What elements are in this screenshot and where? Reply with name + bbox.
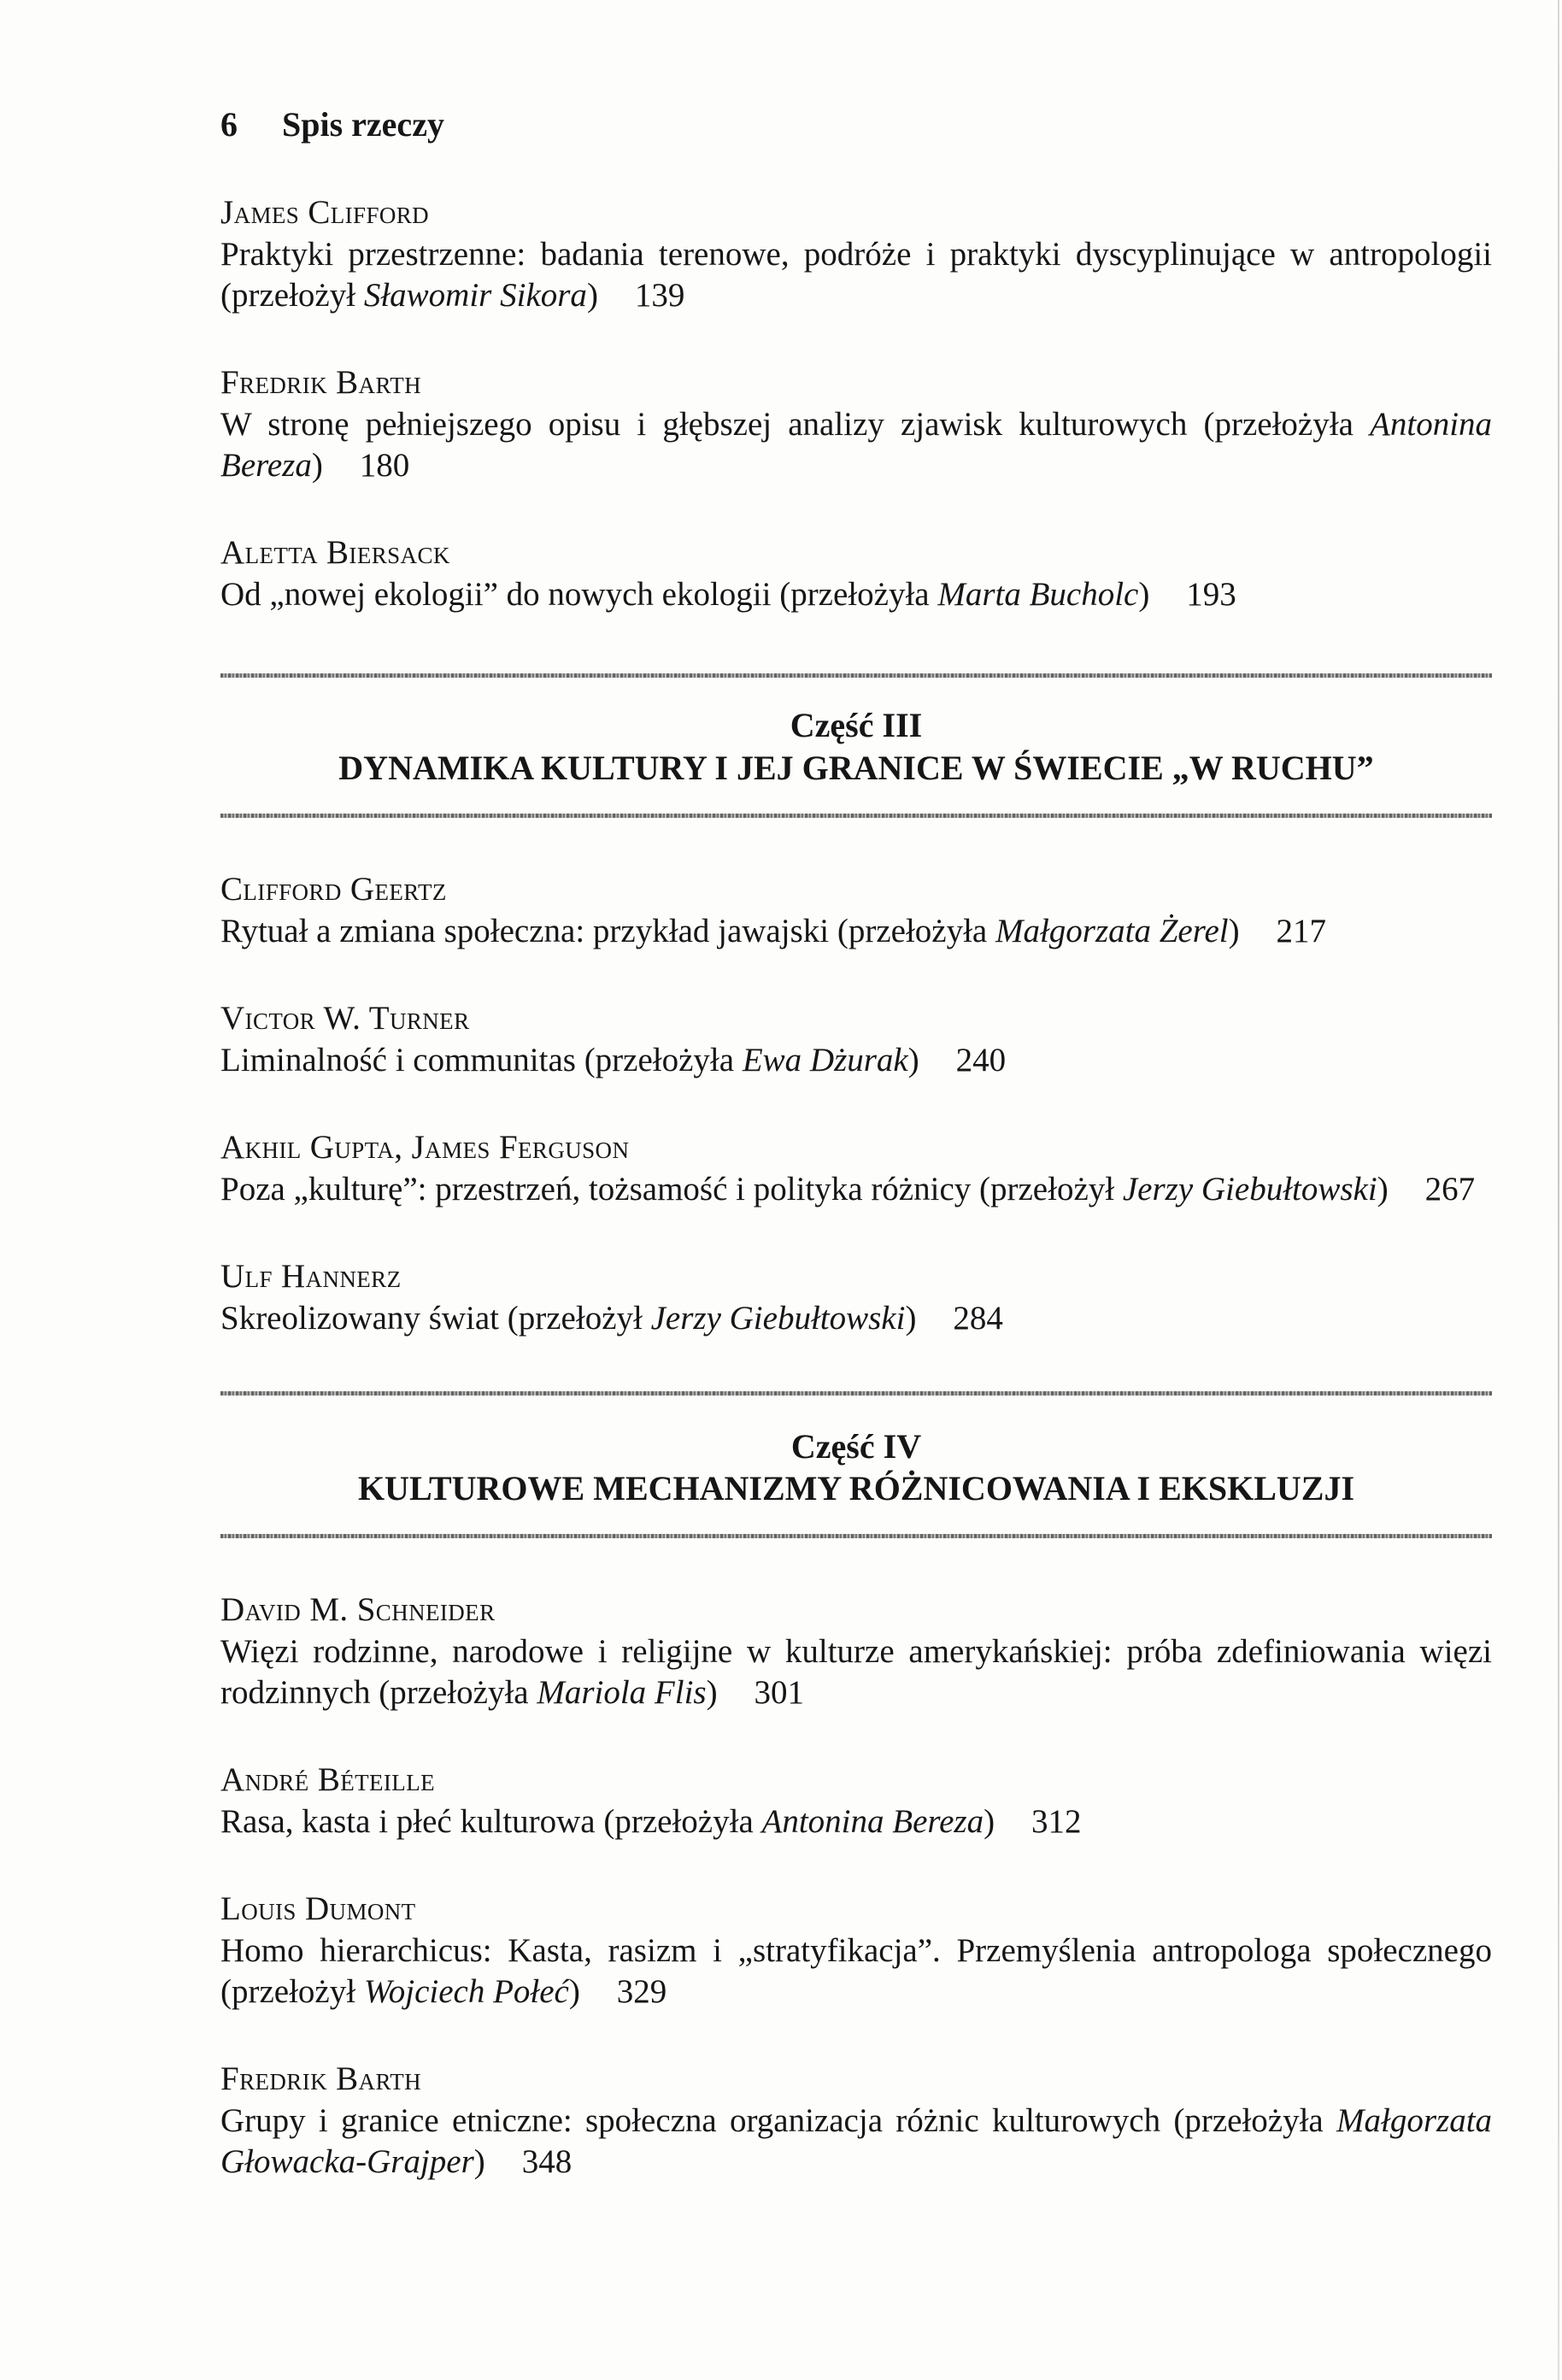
entry-title bbox=[220, 911, 1492, 952]
translator-suffix: ) bbox=[473, 2143, 485, 2180]
translator-prefix: (przełożyła bbox=[603, 1803, 754, 1840]
entry-title bbox=[220, 1298, 1492, 1339]
translator-prefix: (przełożyła bbox=[1173, 2102, 1324, 2139]
entry-author: Fredrik Barth bbox=[220, 2060, 422, 2097]
translator-name: Sławomir Sikora bbox=[363, 277, 587, 314]
toc-entry bbox=[220, 1888, 1492, 2013]
entry-title bbox=[220, 1930, 1492, 2013]
part-4-title: KULTUROWE MECHANIZMY RÓŻNICOWANIA I EKSKLUZJI bbox=[357, 1469, 1355, 1507]
entry-page-number: 301 bbox=[754, 1674, 804, 1711]
translator-prefix: (przełożył bbox=[220, 1973, 356, 2010]
entry-page-number: 180 bbox=[359, 447, 410, 484]
toc-entry bbox=[220, 1759, 1492, 1842]
entry-page-number: 217 bbox=[1276, 913, 1327, 949]
translator-prefix: (przełożył bbox=[979, 1171, 1115, 1208]
translator-prefix: (przełożyła bbox=[837, 913, 988, 949]
toc-entry bbox=[220, 868, 1492, 952]
toc-entry bbox=[220, 361, 1492, 486]
entry-title-text: Od „nowej ekologii” do nowych ekologii bbox=[220, 576, 772, 613]
translator-prefix: (przełożyła bbox=[779, 576, 930, 613]
toc-entry bbox=[220, 2058, 1492, 2183]
translator-prefix: (przełożyła bbox=[379, 1674, 529, 1711]
entry-title-text: W stronę pełniejszego opisu i głębszej analizy zjawisk kulturowych bbox=[220, 406, 1188, 443]
entry-title bbox=[220, 574, 1492, 615]
running-title: Spis rzeczy bbox=[282, 105, 444, 144]
toc-section-part-3 bbox=[220, 868, 1492, 1384]
toc-entry bbox=[220, 1255, 1492, 1339]
scan-edge bbox=[1558, 0, 1559, 2380]
toc-entry bbox=[220, 997, 1492, 1081]
entry-title bbox=[220, 1631, 1492, 1713]
translator-name: Jerzy Giebułtowski bbox=[1122, 1171, 1377, 1208]
translator-name: Antonina Bereza bbox=[220, 406, 1493, 484]
entry-page-number: 329 bbox=[616, 1973, 667, 2010]
translator-prefix: (przełożył bbox=[220, 277, 356, 314]
entry-title bbox=[220, 1801, 1492, 1842]
entry-title-text: Grupy i granice etniczne: społeczna organizacja różnic kulturowych bbox=[220, 2102, 1161, 2139]
entry-title-text: Praktyki przestrzenne: badania terenowe, podróże i praktyki dyscyplinujące w antropologii bbox=[220, 236, 1492, 273]
translator-name: Małgorzata Żerel bbox=[995, 913, 1229, 949]
entry-title-text: Rasa, kasta i płeć kulturowa bbox=[220, 1803, 596, 1840]
translator-suffix: ) bbox=[907, 1042, 919, 1078]
part-4-label: Część IV bbox=[790, 1427, 922, 1466]
toc-entry bbox=[220, 191, 1492, 316]
entry-author: Victor W. Turner bbox=[220, 1000, 470, 1037]
entry-page-number: 348 bbox=[521, 2143, 573, 2180]
translator-name: Antonina Bereza bbox=[761, 1803, 984, 1840]
entry-title bbox=[220, 404, 1492, 486]
entry-title-text: Więzi rodzinne, narodowe i religijne w kulturze amerykańskiej: próba zdefiniowania więzi rodzinnych bbox=[220, 1633, 1492, 1711]
translator-suffix: ) bbox=[311, 447, 323, 484]
translator-suffix: ) bbox=[706, 1674, 718, 1711]
entry-title bbox=[220, 1169, 1492, 1210]
section-divider bbox=[220, 1534, 1492, 1538]
entry-title-text: Rytuał a zmiana społeczna: przykład jawajski bbox=[220, 913, 830, 949]
running-head bbox=[220, 104, 444, 145]
entry-author: James Clifford bbox=[220, 194, 430, 231]
entry-title bbox=[220, 1040, 1492, 1081]
page-number: 6 bbox=[220, 105, 238, 144]
translator-prefix: (przełożyła bbox=[584, 1042, 735, 1078]
translator-suffix: ) bbox=[905, 1300, 917, 1337]
part-3-label: Część III bbox=[790, 706, 923, 744]
entry-page-number: 312 bbox=[1031, 1803, 1082, 1840]
entry-page-number: 267 bbox=[1424, 1171, 1476, 1208]
entry-author: André Béteille bbox=[220, 1761, 435, 1798]
entry-title bbox=[220, 234, 1492, 316]
entry-title-text: Liminalność i communitas bbox=[220, 1042, 576, 1078]
toc-entry bbox=[220, 1126, 1492, 1210]
entry-author: Aletta Biersack bbox=[220, 534, 450, 571]
translator-suffix: ) bbox=[984, 1803, 995, 1840]
entry-page-number: 193 bbox=[1186, 576, 1236, 613]
translator-prefix: (przełożył bbox=[507, 1300, 643, 1337]
part-3-title: DYNAMIKA KULTURY I JEJ GRANICE W ŚWIECIE „W RUCHU” bbox=[338, 749, 1374, 787]
entry-author: Fredrik Barth bbox=[220, 364, 422, 401]
entry-title-text: Poza „kulturę”: przestrzeń, tożsamość i polityka różnicy bbox=[220, 1171, 972, 1208]
translator-name: Ewa Dżurak bbox=[742, 1042, 908, 1078]
section-divider bbox=[220, 1391, 1492, 1396]
toc-section-part-4 bbox=[220, 1589, 1492, 2228]
entry-title bbox=[220, 2101, 1492, 2183]
section-divider bbox=[220, 673, 1492, 678]
entry-author: David M. Schneider bbox=[220, 1591, 496, 1628]
translator-suffix: ) bbox=[1138, 576, 1150, 613]
translator-suffix: ) bbox=[1228, 913, 1240, 949]
translator-suffix: ) bbox=[586, 277, 598, 314]
entry-title-text: Homo hierarchicus: Kasta, rasizm i „stratyfikacja”. Przemyślenia antropologa społecznego bbox=[220, 1932, 1492, 1969]
toc-entry bbox=[220, 1589, 1492, 1713]
entry-page-number: 139 bbox=[634, 277, 685, 314]
translator-name: Mariola Flis bbox=[537, 1674, 707, 1711]
translator-prefix: (przełożyła bbox=[1203, 406, 1354, 443]
entry-author: Akhil Gupta, James Ferguson bbox=[220, 1129, 630, 1166]
entry-author: Ulf Hannerz bbox=[220, 1258, 402, 1295]
toc-section-part-2-continued bbox=[220, 191, 1492, 661]
translator-name: Wojciech Połeć bbox=[363, 1973, 569, 2010]
translator-suffix: ) bbox=[568, 1973, 580, 2010]
entry-page-number: 284 bbox=[953, 1300, 1003, 1337]
translator-suffix: ) bbox=[1377, 1171, 1389, 1208]
translator-name: Jerzy Giebułtowski bbox=[650, 1300, 906, 1337]
entry-author: Louis Dumont bbox=[220, 1890, 416, 1927]
section-divider bbox=[220, 814, 1492, 818]
toc-entry bbox=[220, 532, 1492, 615]
entry-title-text: Skreolizowany świat bbox=[220, 1300, 500, 1337]
translator-name: Małgorzata Głowacka-Grajper bbox=[220, 2102, 1493, 2180]
entry-author: Clifford Geertz bbox=[220, 871, 447, 908]
entry-page-number: 240 bbox=[955, 1042, 1007, 1078]
translator-name: Marta Bucholc bbox=[937, 576, 1139, 613]
